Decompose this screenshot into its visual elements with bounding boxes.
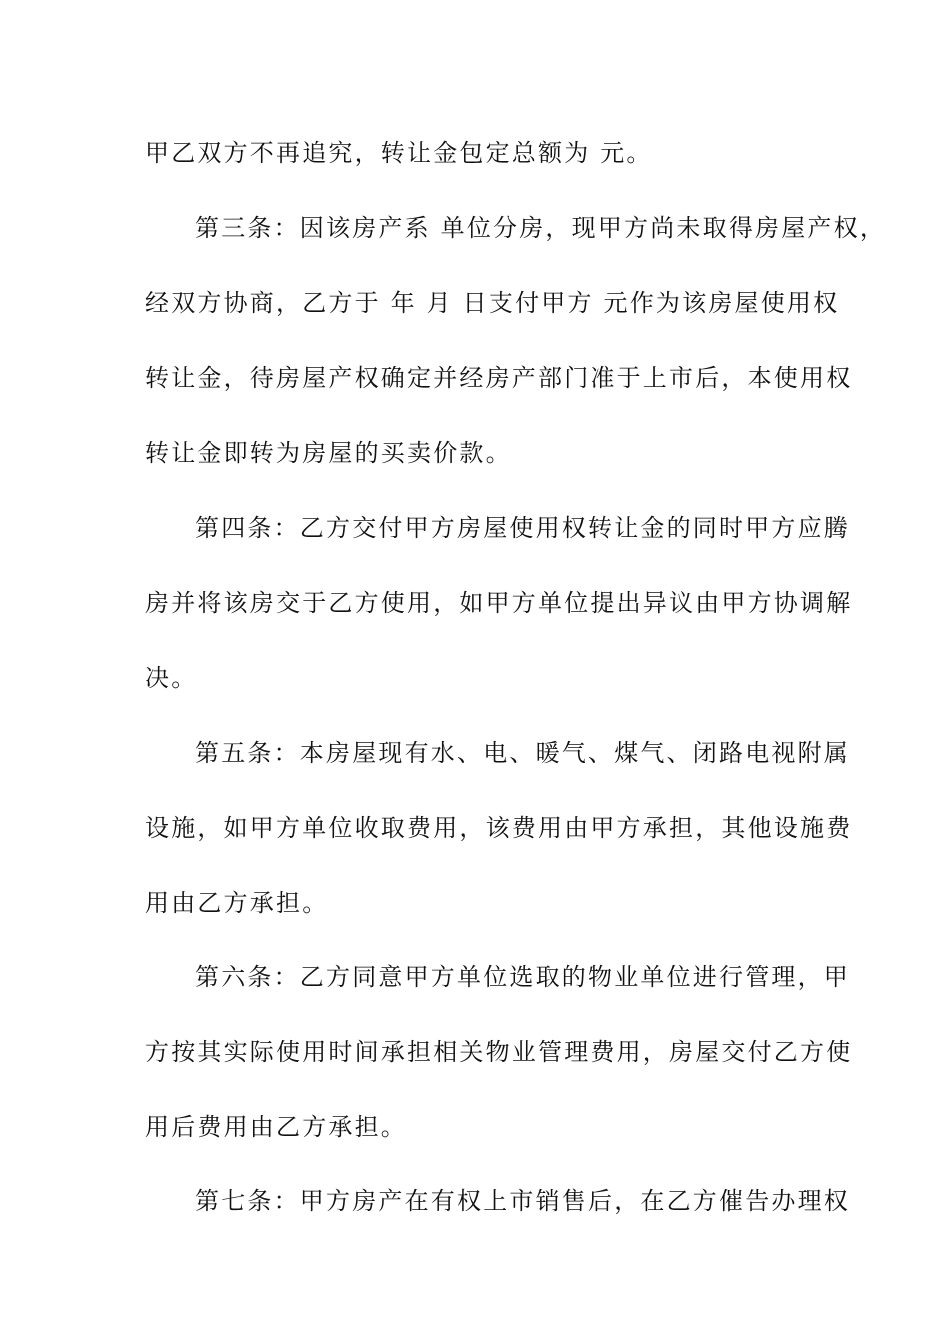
article-three-line-2: 经双方协商，乙方于 年 月 日支付甲方 元作为该房屋使用权: [145, 289, 840, 317]
article-four-line-1: 第四条：乙方交付甲方房屋使用权转让金的同时甲方应腾: [195, 514, 850, 542]
article-four-line-3: 决。: [145, 664, 198, 692]
article-six-line-2: 方按其实际使用时间承担相关物业管理费用，房屋交付乙方使: [145, 1038, 853, 1066]
article-three-line-1: 第三条：因该房产系 单位分房，现甲方尚未取得房屋产权，: [195, 214, 887, 242]
article-six-line-3: 用后费用由乙方承担。: [145, 1113, 407, 1141]
article-four-line-2: 房并将该房交于乙方使用，如甲方单位提出异议由甲方协调解: [145, 589, 853, 617]
article-three-line-3: 转让金，待房屋产权确定并经房产部门准于上市后，本使用权: [145, 364, 853, 392]
article-five-line-2: 设施，如甲方单位收取费用，该费用由甲方承担，其他设施费: [145, 814, 853, 842]
article-seven-line-1: 第七条：甲方房产在有权上市销售后，在乙方催告办理权: [195, 1187, 850, 1215]
article-three-line-4: 转让金即转为房屋的买卖价款。: [145, 439, 512, 467]
article-six-line-1: 第六条：乙方同意甲方单位选取的物业单位进行管理，甲: [195, 963, 850, 991]
paragraph-line-1: 甲乙双方不再追究，转让金包定总额为 元。: [145, 139, 653, 167]
article-five-line-1: 第五条：本房屋现有水、电、暖气、煤气、闭路电视附属: [195, 739, 850, 767]
article-five-line-3: 用由乙方承担。: [145, 889, 329, 917]
